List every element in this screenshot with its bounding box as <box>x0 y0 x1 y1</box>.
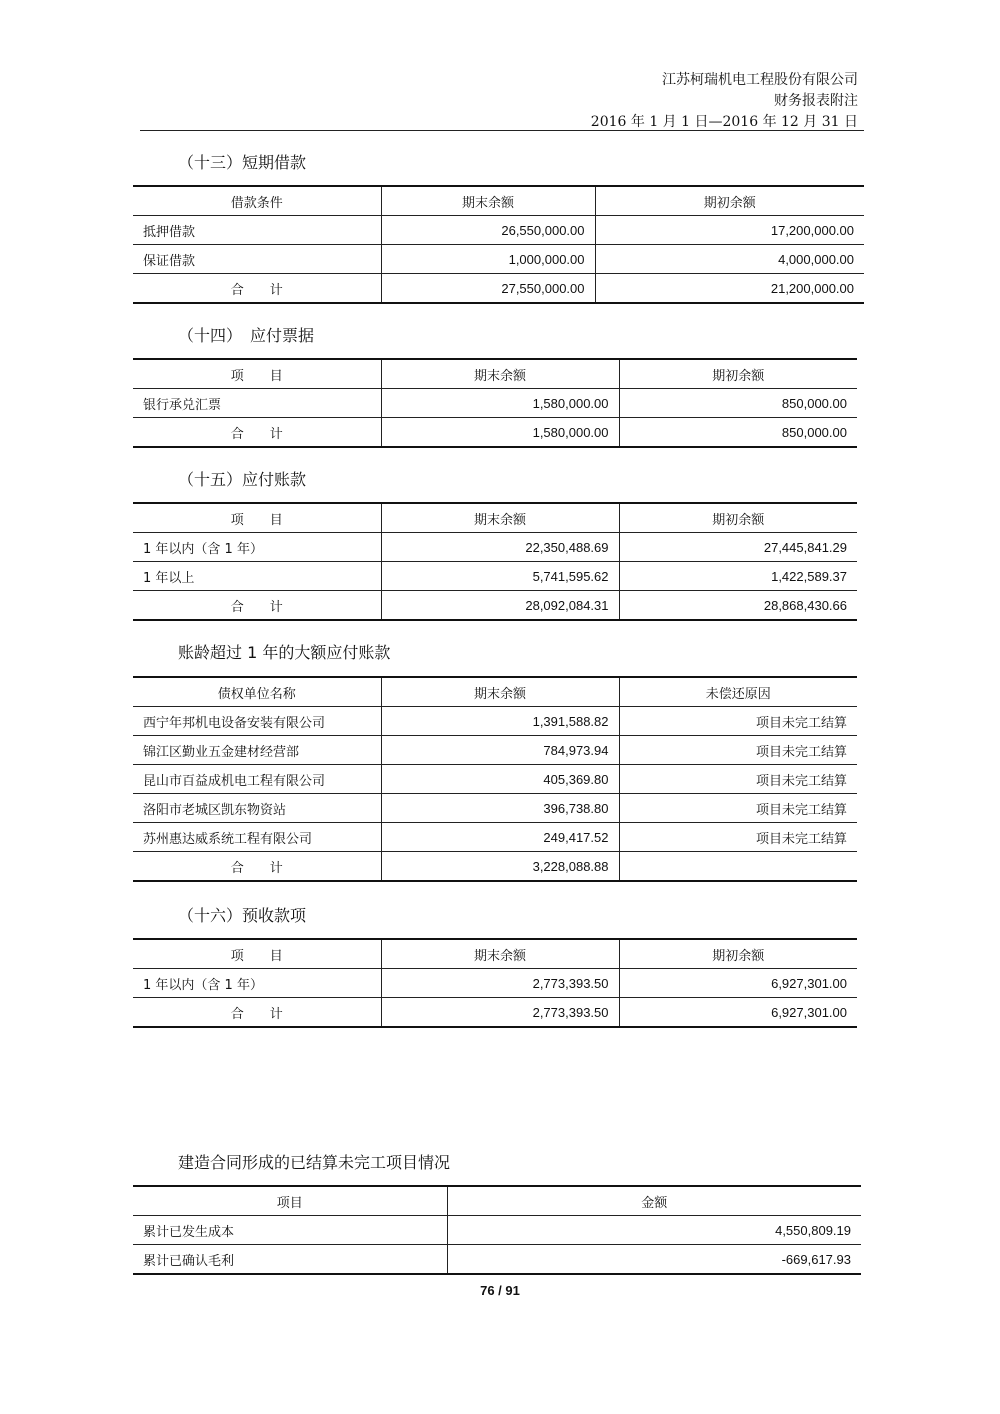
total-label: 合 计 <box>133 274 381 304</box>
column-header: 期初余额 <box>619 503 857 533</box>
column-header: 项 目 <box>133 939 381 969</box>
total-label: 合 计 <box>133 852 381 882</box>
table-accounts-payable <box>133 502 857 621</box>
section-title-construction-contracts: 建造合同形成的已结算未完工项目情况 <box>178 1153 451 1172</box>
amount: -669,617.93 <box>447 1245 861 1275</box>
opening-balance: 4,000,000.00 <box>595 245 864 274</box>
section-title-accounts-payable: （十五）应付账款 <box>178 470 307 489</box>
table-row <box>133 389 857 418</box>
total-opening-balance: 28,868,430.66 <box>619 591 857 621</box>
header-divider <box>140 130 864 131</box>
company-name: 江苏柯瑞机电工程股份有限公司 <box>662 72 858 88</box>
table-advance-receipts <box>133 938 857 1028</box>
total-ending-balance: 1,580,000.00 <box>381 418 619 448</box>
column-header: 期末余额 <box>381 677 619 707</box>
table-row <box>133 533 857 562</box>
ending-balance: 396,738.80 <box>381 794 619 823</box>
column-header: 期末余额 <box>381 359 619 389</box>
table-header-row <box>133 186 864 216</box>
creditor-name: 西宁年邦机电设备安装有限公司 <box>133 707 381 736</box>
column-header: 项目 <box>133 1186 447 1216</box>
table-row <box>133 562 857 591</box>
creditor-name: 昆山市百益成机电工程有限公司 <box>133 765 381 794</box>
unpaid-reason: 项目未完工结算 <box>619 794 857 823</box>
row-label: 累计已确认毛利 <box>133 1245 447 1275</box>
document-title: 财务报表附注 <box>774 93 858 109</box>
row-label: 1 年以内（含 1 年） <box>133 969 381 998</box>
opening-balance: 850,000.00 <box>619 389 857 418</box>
column-header: 期初余额 <box>595 186 864 216</box>
table-row <box>133 823 857 852</box>
row-label: 累计已发生成本 <box>133 1216 447 1245</box>
column-header: 项 目 <box>133 503 381 533</box>
amount: 4,550,809.19 <box>447 1216 861 1245</box>
section-title-advance-receipts: （十六）预收款项 <box>178 906 307 925</box>
row-label: 1 年以内（含 1 年） <box>133 533 381 562</box>
ending-balance: 26,550,000.00 <box>381 216 595 245</box>
column-header: 金额 <box>447 1186 861 1216</box>
unpaid-reason: 项目未完工结算 <box>619 736 857 765</box>
column-header: 期末余额 <box>381 503 619 533</box>
ending-balance: 784,973.94 <box>381 736 619 765</box>
creditor-name: 苏州惠达威系统工程有限公司 <box>133 823 381 852</box>
table-row <box>133 736 857 765</box>
total-label: 合 计 <box>133 418 381 448</box>
column-header: 借款条件 <box>133 186 381 216</box>
row-label: 1 年以上 <box>133 562 381 591</box>
table-short-term-loans <box>133 185 864 304</box>
ending-balance: 1,580,000.00 <box>381 389 619 418</box>
table-total-row <box>133 418 857 448</box>
total-empty-cell <box>619 852 857 882</box>
table-row <box>133 707 857 736</box>
page-header <box>591 70 858 133</box>
unpaid-reason: 项目未完工结算 <box>619 707 857 736</box>
row-label: 抵押借款 <box>133 216 381 245</box>
table-row <box>133 245 864 274</box>
table-header-row <box>133 939 857 969</box>
ending-balance: 405,369.80 <box>381 765 619 794</box>
table-total-row <box>133 274 864 304</box>
total-ending-balance: 3,228,088.88 <box>381 852 619 882</box>
page-number: 76 / 91 <box>480 1283 520 1298</box>
column-header: 未偿还原因 <box>619 677 857 707</box>
table-row <box>133 1245 861 1275</box>
opening-balance: 27,445,841.29 <box>619 533 857 562</box>
table-large-aged-payables <box>133 676 857 882</box>
ending-balance: 5,741,595.62 <box>381 562 619 591</box>
total-ending-balance: 28,092,084.31 <box>381 591 619 621</box>
opening-balance: 6,927,301.00 <box>619 969 857 998</box>
table-header-row <box>133 677 857 707</box>
creditor-name: 锦江区勤业五金建材经营部 <box>133 736 381 765</box>
ending-balance: 2,773,393.50 <box>381 969 619 998</box>
unpaid-reason: 项目未完工结算 <box>619 823 857 852</box>
ending-balance: 1,000,000.00 <box>381 245 595 274</box>
opening-balance: 17,200,000.00 <box>595 216 864 245</box>
row-label: 保证借款 <box>133 245 381 274</box>
table-row <box>133 765 857 794</box>
table-notes-payable <box>133 358 857 448</box>
column-header: 项 目 <box>133 359 381 389</box>
total-opening-balance: 850,000.00 <box>619 418 857 448</box>
table-row <box>133 969 857 998</box>
table-header-row <box>133 503 857 533</box>
total-ending-balance: 2,773,393.50 <box>381 998 619 1028</box>
total-opening-balance: 6,927,301.00 <box>619 998 857 1028</box>
table-total-row <box>133 591 857 621</box>
column-header: 债权单位名称 <box>133 677 381 707</box>
section-title-large-aged-payables: 账龄超过 1 年的大额应付账款 <box>178 643 391 662</box>
table-row <box>133 216 864 245</box>
unpaid-reason: 项目未完工结算 <box>619 765 857 794</box>
table-total-row <box>133 998 857 1028</box>
table-total-row <box>133 852 857 882</box>
reporting-period: 2016 年 1 月 1 日—2016 年 12 月 31 日 <box>590 114 858 130</box>
table-construction-contracts <box>133 1185 861 1275</box>
ending-balance: 1,391,588.82 <box>381 707 619 736</box>
total-label: 合 计 <box>133 998 381 1028</box>
table-header-row <box>133 359 857 389</box>
section-title-notes-payable: （十四） 应付票据 <box>178 326 315 345</box>
total-opening-balance: 21,200,000.00 <box>595 274 864 304</box>
column-header: 期初余额 <box>619 359 857 389</box>
column-header: 期末余额 <box>381 939 619 969</box>
creditor-name: 洛阳市老城区凯东物资站 <box>133 794 381 823</box>
section-title-short-term-loans: （十三）短期借款 <box>178 153 307 172</box>
column-header: 期初余额 <box>619 939 857 969</box>
table-row <box>133 794 857 823</box>
table-header-row <box>133 1186 861 1216</box>
table-row <box>133 1216 861 1245</box>
ending-balance: 249,417.52 <box>381 823 619 852</box>
row-label: 银行承兑汇票 <box>133 389 381 418</box>
opening-balance: 1,422,589.37 <box>619 562 857 591</box>
ending-balance: 22,350,488.69 <box>381 533 619 562</box>
total-ending-balance: 27,550,000.00 <box>381 274 595 304</box>
total-label: 合 计 <box>133 591 381 621</box>
column-header: 期末余额 <box>381 186 595 216</box>
